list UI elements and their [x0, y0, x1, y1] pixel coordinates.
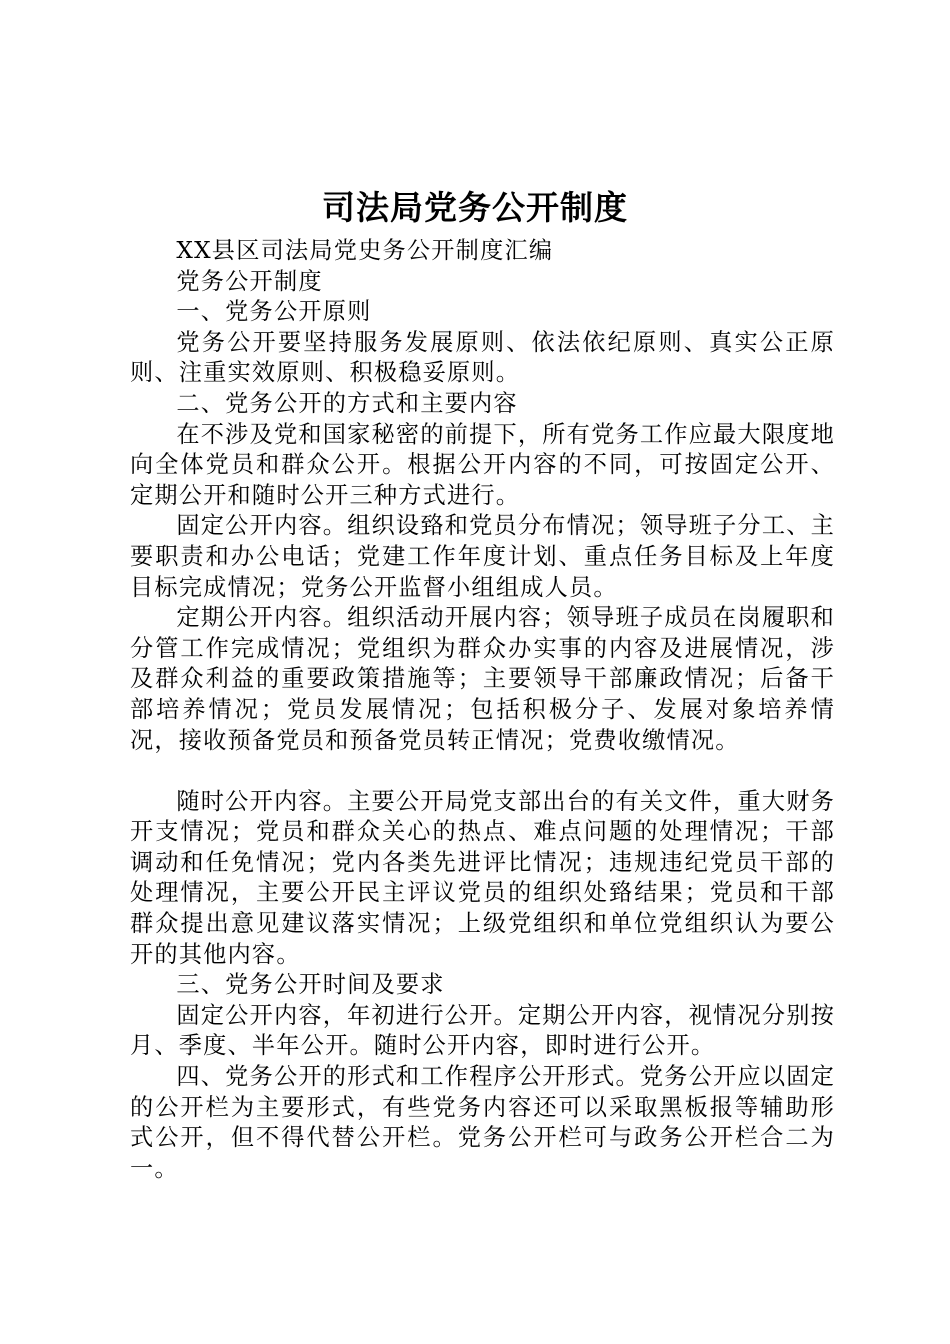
body-paragraph: 固定公开内容。组织设臵和党员分布情况；领导班子分工、主要职责和办公电话；党建工作年度计划、重点任务目标及上年度目标完成情况；党务公开监督小组组成人员。 — [130, 512, 835, 601]
body-paragraph: 固定公开内容，年初进行公开。定期公开内容，视情况分别按月、季度、半年公开。随时公开内容，即时进行公开。 — [130, 1001, 835, 1060]
section-heading-3: 三、党务公开时间及要求 — [176, 971, 445, 999]
body-paragraph: 随时公开内容。主要公开局党支部出台的有关文件，重大财务开支情况；党员和群众关心的热点、难点问题的处理情况；干部调动和任免情况；党内各类先进评比情况；违规违纪党员干部的处理情况，主要公开民主评议党员的组织处臵结果；党员和干部群众提出意见建议落实情况；上级党组织和单位党组织认为要公开的其他内容。 — [130, 787, 835, 968]
body-paragraph: 定期公开内容。组织活动开展内容；领导班子成员在岗履职和分管工作完成情况；党组织为群众办实事的内容及进展情况，涉及群众利益的重要政策措施等；主要领导干部廉政情况；后备干部培养情况；党员发展情况；包括积极分子、发展对象培养情况，接收预备党员和预备党员转正情况；党费收缴情况。 — [130, 604, 835, 754]
section-label: 党务公开制度 — [176, 267, 323, 295]
body-paragraph: 在不涉及党和国家秘密的前提下，所有党务工作应最大限度地向全体党员和群众公开。根据公开内容的不同，可按固定公开、定期公开和随时公开三种方式进行。 — [130, 420, 835, 509]
document-title: 司法局党务公开制度 — [322, 188, 628, 227]
body-paragraph: 四、党务公开的形式和工作程序公开形式。党务公开应以固定的公开栏为主要形式，有些党务内容还可以采取黑板报等辅助形式公开，但不得代替公开栏。党务公开栏可与政务公开栏合二为一。 — [130, 1063, 835, 1182]
subtitle-paragraph: XX县区司法局党史务公开制度汇编 — [176, 237, 554, 264]
section-heading-1: 一、党务公开原则 — [176, 298, 372, 326]
body-paragraph: 党务公开要坚持服务发展原则、依法依纪原则、真实公正原则、注重实效原则、积极稳妥原则。 — [130, 328, 835, 387]
section-heading-2: 二、党务公开的方式和主要内容 — [176, 389, 518, 417]
document-body — [130, 236, 835, 1184]
paragraph-gap — [130, 756, 835, 787]
